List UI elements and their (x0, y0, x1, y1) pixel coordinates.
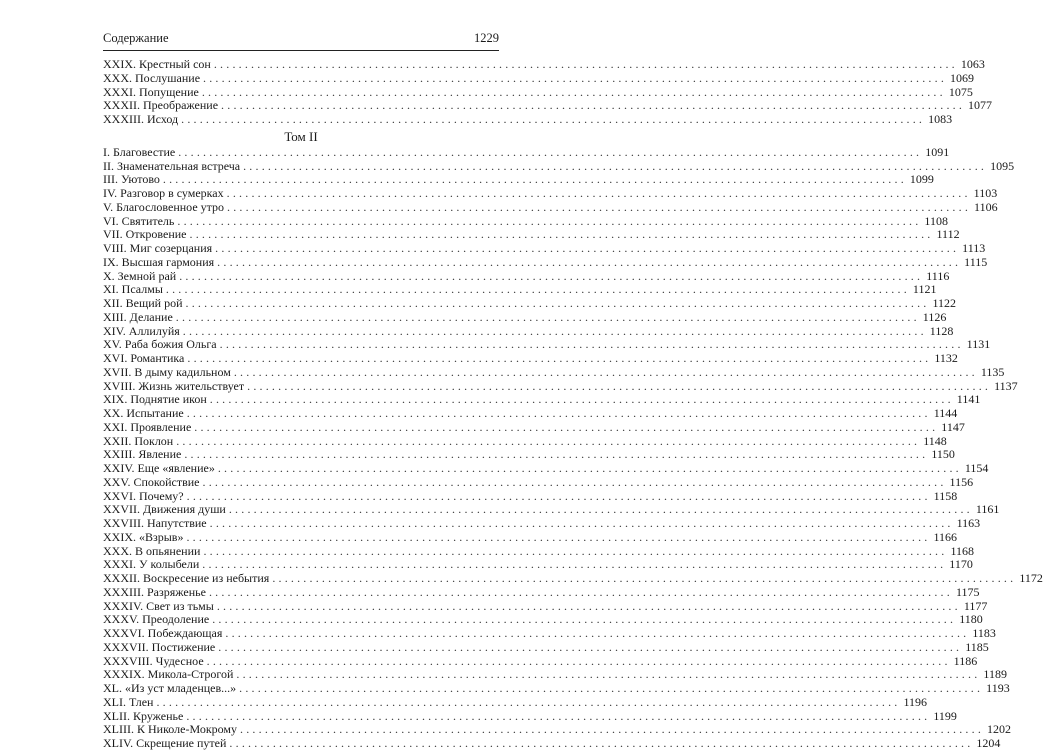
dot-leader: ........................................................................................................................ (243, 158, 988, 173)
entry-title: I. Благовестие (103, 144, 176, 159)
toc-entry (103, 254, 988, 270)
entry-title: XVI. Романтика (103, 351, 185, 365)
dot-leader: ........................................................................................................................ (213, 57, 958, 71)
entry-title: XXIX. «Взрыв» (103, 529, 184, 544)
toc-entry (103, 282, 937, 297)
toc-entry (103, 98, 993, 113)
dot-leader: ........................................................................................................................ (156, 694, 901, 709)
toc-entry (103, 84, 973, 100)
dot-leader: ........................................................................................................................ (225, 626, 970, 640)
toc-entry (103, 158, 1015, 174)
dot-leader: ........................................................................................................................ (194, 419, 939, 434)
entry-page-number: 1177 (963, 598, 988, 613)
entry-page-number: 1202 (987, 722, 1012, 737)
dot-leader: ........................................................................................................................ (217, 461, 962, 475)
toc-entry (103, 351, 958, 366)
toc-entry (103, 598, 988, 614)
entry-title: IV. Разговор в сумерках (103, 186, 224, 200)
entry-page-number: 1168 (950, 543, 974, 558)
entry-page-number: 1128 (929, 323, 954, 338)
dot-leader: ........................................................................................................................ (219, 337, 964, 352)
entry-page-number: 1148 (923, 433, 947, 448)
entry-title: VIII. Миг созерцания (103, 241, 213, 255)
toc-entry (103, 543, 974, 559)
dot-leader: ........................................................................................................................ (187, 351, 932, 365)
dot-leader: ........................................................................................................................ (165, 282, 910, 297)
entry-page-number: 1189 (983, 667, 1007, 682)
toc-entry (103, 516, 981, 531)
entry-title: XXI. Проявление (103, 419, 192, 434)
toc-entry (103, 694, 928, 710)
entry-page-number: 1186 (953, 653, 978, 668)
dot-leader: ........................................................................................................................ (203, 543, 948, 558)
entry-page-number: 1122 (932, 296, 957, 310)
entry-title: XI. Псалмы (103, 282, 163, 297)
dot-leader: ........................................................................................................................ (240, 722, 985, 737)
entry-page-number: 1103 (973, 186, 998, 200)
dot-leader: ........................................................................................................................ (175, 309, 920, 324)
toc-entry (103, 653, 978, 669)
dot-leader: ........................................................................................................................ (208, 584, 953, 599)
entry-page-number: 1126 (922, 309, 947, 324)
entry-page-number: 1199 (933, 708, 957, 723)
entry-title: XVII. В дыму кадильном (103, 364, 231, 379)
entry-title: XXXVI. Побеждающая (103, 626, 223, 640)
dot-leader: ........................................................................................................................ (201, 84, 946, 99)
dot-leader: ........................................................................................................................ (162, 172, 907, 187)
entry-title: XXV. Спокойствие (103, 474, 200, 489)
entry-title: XXXIV. Свет из тьмы (103, 598, 214, 613)
dot-leader: ........................................................................................................................ (226, 186, 971, 200)
dot-leader: ........................................................................................................................ (228, 502, 973, 517)
entry-title: XXIII. Явление (103, 447, 182, 462)
entry-title: XXXII. Преображение (103, 98, 219, 113)
entry-title: VI. Святитель (103, 213, 175, 228)
volume1-list (103, 57, 993, 127)
dot-leader: ........................................................................................................................ (247, 378, 992, 393)
entry-page-number: 1196 (903, 694, 928, 709)
entry-page-number: 1095 (990, 158, 1015, 173)
entry-page-number: 1137 (994, 378, 1018, 393)
dot-leader: ........................................................................................................................ (239, 681, 984, 695)
entry-title: XXVI. Почему? (103, 488, 184, 503)
toc-page (103, 31, 1043, 751)
entry-title: IX. Высшая гармония (103, 254, 215, 269)
entry-page-number: 1161 (975, 502, 1000, 517)
toc-entry (103, 227, 960, 242)
entry-title: XXXI. Попущение (103, 84, 199, 99)
entry-title: II. Знаменательная встреча (103, 158, 241, 173)
entry-page-number: 1099 (909, 172, 934, 187)
header-title: Содержание (103, 31, 169, 45)
toc-entry (103, 268, 950, 284)
entry-title: XXXVII. Постижение (103, 639, 216, 654)
entry-title: XVIII. Жизнь жительствует (103, 378, 245, 393)
entry-title: XIV. Аллилуйя (103, 323, 180, 338)
entry-title: XXVII. Движения души (103, 502, 226, 517)
entry-title: XXXIII. Разряженье (103, 584, 206, 599)
toc-entry (103, 309, 947, 325)
dot-leader: ........................................................................................................................ (221, 98, 966, 113)
toc-entry (103, 502, 1000, 517)
running-header (103, 31, 499, 51)
entry-title: XXXIII. Исход (103, 112, 179, 126)
dot-leader: ........................................................................................................................ (206, 653, 951, 668)
dot-leader: ........................................................................................................................ (227, 199, 972, 214)
volume2-list (103, 144, 1043, 751)
entry-title: XII. Вещий рой (103, 296, 183, 310)
entry-title: XXXII. Воскресение из небытия (103, 571, 270, 585)
dot-leader: ........................................................................................................................ (202, 557, 947, 572)
entry-page-number: 1180 (959, 612, 983, 627)
toc-entry (103, 461, 989, 476)
entry-title: V. Благословенное утро (103, 199, 225, 214)
entry-page-number: 1204 (976, 736, 1001, 750)
toc-entry (103, 708, 957, 724)
dot-leader: ........................................................................................................................ (212, 612, 957, 627)
entry-page-number: 1075 (948, 84, 973, 99)
dot-leader: ........................................................................................................................ (186, 529, 931, 544)
entry-page-number: 1063 (960, 57, 985, 71)
entry-page-number: 1166 (933, 529, 958, 544)
toc-entry (103, 186, 998, 201)
toc-entry (103, 667, 1007, 682)
entry-title: VII. Откровение (103, 227, 187, 242)
toc-entry (103, 529, 958, 545)
dot-leader: ........................................................................................................................ (186, 406, 931, 420)
entry-page-number: 1077 (968, 98, 993, 113)
toc-entry (103, 392, 981, 407)
entry-title: XIII. Делание (103, 309, 173, 324)
entry-title: XXII. Поклон (103, 433, 174, 448)
toc-entry (103, 323, 954, 339)
entry-page-number: 1131 (966, 337, 991, 352)
entry-page-number: 1183 (972, 626, 996, 640)
entry-title: XL. «Из уст младенцев...» (103, 681, 237, 695)
entry-page-number: 1158 (933, 488, 958, 503)
entry-page-number: 1121 (912, 282, 937, 297)
dot-leader: ........................................................................................................................ (176, 433, 921, 448)
entry-page-number: 1185 (965, 639, 989, 654)
dot-leader: ........................................................................................................................ (217, 254, 962, 269)
dot-leader: ........................................................................................................................ (178, 144, 923, 159)
dot-leader: ........................................................................................................................ (186, 488, 931, 503)
toc-entry (103, 199, 998, 215)
toc-entry (103, 557, 973, 572)
toc-entry (103, 639, 989, 655)
toc-entry (103, 433, 947, 449)
entry-title: III. Уютово (103, 172, 160, 187)
header-page-number: 1229 (474, 31, 499, 45)
toc-entry (103, 626, 996, 641)
dot-leader: ........................................................................................................................ (184, 447, 929, 462)
dot-leader: ........................................................................................................................ (216, 598, 961, 613)
entry-title: XXIX. Крестный сон (103, 57, 211, 71)
dot-leader: ........................................................................................................................ (236, 667, 981, 682)
toc-entry (103, 474, 974, 490)
entry-title: XXX. В опьянении (103, 543, 201, 558)
toc-entry (103, 612, 983, 627)
dot-leader: ........................................................................................................................ (186, 708, 931, 723)
entry-title: XLIII. К Николе-Мокрому (103, 722, 238, 737)
toc-entry (103, 736, 1001, 751)
entry-title: XXVIII. Напутствие (103, 516, 207, 530)
toc-entry (103, 406, 958, 421)
dot-leader: ........................................................................................................................ (209, 392, 954, 407)
entry-title: XXXIX. Микола-Строгой (103, 667, 234, 682)
toc-entry (103, 112, 953, 127)
dot-leader: ........................................................................................................................ (181, 112, 926, 126)
entry-page-number: 1132 (934, 351, 958, 365)
dot-leader: ........................................................................................................................ (272, 571, 1017, 585)
toc-entry (103, 296, 957, 311)
toc-entry (103, 378, 1018, 394)
entry-title: XXXI. У колыбели (103, 557, 200, 572)
dot-leader: ........................................................................................................................ (229, 736, 974, 750)
dot-leader: ........................................................................................................................ (185, 296, 930, 310)
toc-entry (103, 681, 1010, 696)
entry-title: XLII. Круженье (103, 708, 184, 723)
toc-entry (103, 70, 975, 86)
entry-page-number: 1147 (941, 419, 965, 434)
dot-leader: ........................................................................................................................ (203, 70, 948, 85)
entry-page-number: 1108 (924, 213, 948, 228)
toc-entry (103, 364, 1005, 380)
dot-leader: ........................................................................................................................ (215, 241, 960, 255)
entry-page-number: 1150 (931, 447, 955, 462)
toc-entry (103, 241, 986, 256)
entry-page-number: 1116 (926, 268, 950, 283)
entry-page-number: 1170 (949, 557, 973, 572)
dot-leader: ........................................................................................................................ (177, 213, 922, 228)
dot-leader: ........................................................................................................................ (179, 268, 924, 283)
entry-page-number: 1175 (955, 584, 980, 599)
entry-page-number: 1172 (1019, 571, 1043, 585)
entry-title: XXXVIII. Чудесное (103, 653, 204, 668)
entry-title: XXXV. Преодоление (103, 612, 210, 627)
entry-page-number: 1163 (956, 516, 981, 530)
entry-page-number: 1115 (964, 254, 988, 269)
dot-leader: ........................................................................................................................ (189, 227, 934, 242)
entry-title: XLIV. Скрещение путей (103, 736, 227, 750)
entry-page-number: 1141 (956, 392, 981, 407)
toc-entry (103, 172, 934, 187)
entry-page-number: 1113 (962, 241, 986, 255)
toc-entry (103, 488, 958, 504)
dot-leader: ........................................................................................................................ (202, 474, 947, 489)
entry-page-number: 1083 (928, 112, 953, 126)
entry-title: X. Земной рай (103, 268, 177, 283)
entry-title: XIX. Поднятие икон (103, 392, 207, 407)
dot-leader: ........................................................................................................................ (209, 516, 954, 530)
toc-entry (103, 57, 985, 72)
toc-entry (103, 144, 950, 160)
dot-leader: ........................................................................................................................ (218, 639, 963, 654)
entry-page-number: 1193 (986, 681, 1010, 695)
entry-title: XLI. Тлен (103, 694, 154, 709)
entry-page-number: 1112 (936, 227, 960, 242)
dot-leader: ........................................................................................................................ (182, 323, 927, 338)
entry-page-number: 1069 (950, 70, 975, 85)
entry-title: XXX. Послушание (103, 70, 201, 85)
toc-entry (103, 722, 1012, 737)
entry-page-number: 1135 (980, 364, 1005, 379)
toc-entry (103, 584, 980, 600)
entry-title: XV. Раба божия Ольга (103, 337, 217, 352)
dot-leader: ........................................................................................................................ (233, 364, 978, 379)
toc-entry (103, 419, 965, 435)
toc-entry (103, 337, 991, 352)
entry-page-number: 1091 (925, 144, 950, 159)
entry-page-number: 1156 (949, 474, 974, 489)
toc-entry (103, 571, 1043, 586)
entry-title: XX. Испытание (103, 406, 184, 420)
toc-entry (103, 447, 955, 462)
entry-page-number: 1154 (964, 461, 989, 475)
toc-entry (103, 213, 948, 229)
table-of-contents (103, 57, 1043, 751)
entry-title: XXIV. Еще «явление» (103, 461, 215, 475)
volume2-heading: Том II (284, 128, 318, 144)
entry-page-number: 1144 (933, 406, 958, 420)
entry-page-number: 1106 (974, 199, 998, 214)
